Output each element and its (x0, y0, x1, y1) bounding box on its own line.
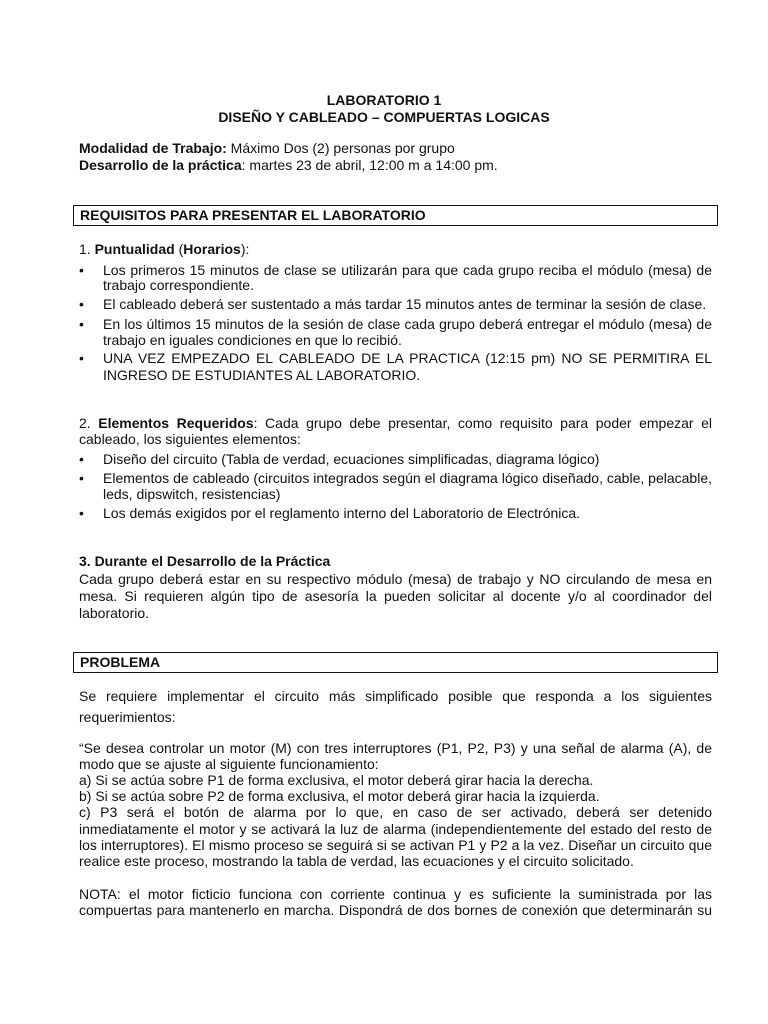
quote-line: realice este proceso, mostrando la tabla de verdad, las ecuaciones y el circuito solicitado. (79, 853, 634, 869)
bullet-text: Elementos de cableado (circuitos integrados según el diagrama lógico diseñado, cable, pelacable, (103, 470, 712, 486)
bullet-text: INGRESO DE ESTUDIANTES AL LABORATORIO. (103, 367, 421, 383)
bullet-text: En los últimos 15 minutos de la sesión de clase cada grupo deberá entregar el módulo (mesa) de (103, 316, 712, 332)
intro-line: Se requiere implementar el circuito más simplificado posible que responda a los siguientes (79, 688, 712, 704)
bullet-text: El cableado deberá ser sustentado a más tardar 15 minutos antes de terminar la sesión de clase. (103, 296, 707, 312)
elementos-num: 2. (79, 415, 99, 431)
bullet-text: trabajo correspondiente. (103, 277, 254, 293)
quote-line: c) P3 será el botón de alarma por lo que, en caso de ser activado, deberá ser detenido (79, 804, 712, 820)
durante-line: Cada grupo deberá estar en su respectivo módulo (mesa) de trabajo y NO circulando de mesa en (79, 571, 712, 587)
desarrollo-label: Desarrollo de la práctica (79, 157, 242, 173)
elementos-text: : Cada grupo debe presentar, como requisito para poder empezar el (253, 415, 713, 431)
quote-line: modo que se ajuste al siguiente funcionamiento: (79, 756, 379, 772)
bullet-text: leds, dipswitch, resistencias) (103, 486, 281, 502)
requisitos-heading: REQUISITOS PARA PRESENTAR EL LABORATORIO (73, 205, 718, 226)
bullet-dot: • (79, 296, 84, 312)
puntualidad-label: Puntualidad (94, 241, 175, 257)
elementos-line-1 (79, 415, 712, 431)
modalidad-value: Máximo Dos (2) personas por grupo (226, 140, 455, 156)
durante-heading: 3. Durante el Desarrollo de la Práctica (79, 553, 331, 569)
nota-line: compuertas para mantenerlo en marcha. Dispondrá de dos bornes de conexión que determinarán su (79, 902, 712, 918)
puntualidad-open: ( (174, 241, 184, 257)
bullet-text: Los primeros 15 minutos de clase se utilizarán para que cada grupo reciba el módulo (mesa) de (103, 262, 712, 278)
modalidad-line (79, 140, 712, 156)
elementos-line-2: cableado, los siguientes elementos: (79, 431, 301, 447)
bullet-dot: • (79, 262, 84, 278)
bullet-text: trabajo en iguales condiciones en que lo recibió. (103, 332, 402, 348)
quote-line: “Se desea controlar un motor (M) con tres interruptores (P1, P2, P3) y una señal de alarma (A), de (79, 740, 712, 756)
quote-line: a) Si se actúa sobre P1 de forma exclusiva, el motor deberá girar hacia la derecha. (79, 772, 594, 788)
problema-heading: PROBLEMA (73, 652, 718, 673)
bullet-dot: • (79, 350, 84, 366)
bullet-dot: • (79, 316, 84, 332)
durante-line: laboratorio. (79, 605, 150, 621)
bullet-dot: • (79, 451, 84, 467)
bullet-text: UNA VEZ EMPEZADO EL CABLEADO DE LA PRACTICA (12:15 pm) NO SE PERMITIRA EL (103, 350, 712, 366)
bullet-dot: • (79, 470, 84, 486)
horarios-label: Horarios (183, 241, 241, 257)
lab-subtitle: DISEÑO Y CABLEADO – COMPUERTAS LOGICAS (218, 109, 550, 125)
bullet-text: Los demás exigidos por el reglamento interno del Laboratorio de Electrónica. (103, 505, 581, 521)
puntualidad-close: ): (240, 241, 250, 257)
quote-line: los interruptores). El mismo proceso se seguirá si se activan P1 y P2 a la vez. Diseñar un circuito que (79, 837, 712, 853)
quote-line: b) Si se actúa sobre P2 de forma exclusiva, el motor deberá girar hacia la izquierda. (79, 788, 600, 804)
lab-title: LABORATORIO 1 (326, 92, 442, 108)
quote-line: inmediatamente el motor y se activará la luz de alarma (independientemente del estado del resto de (79, 821, 712, 837)
intro-line: requerimientos: (79, 709, 176, 725)
desarrollo-value: : martes 23 de abril, 12:00 m a 14:00 pm. (241, 157, 498, 173)
puntualidad-heading (79, 241, 712, 257)
puntualidad-num: 1. (79, 241, 95, 257)
bullet-dot: • (79, 505, 84, 521)
elementos-label: Elementos Requeridos (98, 415, 254, 431)
modalidad-label: Modalidad de Trabajo: (79, 140, 227, 156)
nota-line: NOTA: el motor ficticio funciona con corriente continua y es suficiente la suministrada por las (79, 886, 712, 902)
desarrollo-line (79, 157, 712, 173)
bullet-text: Diseño del circuito (Tabla de verdad, ecuaciones simplificadas, diagrama lógico) (103, 451, 600, 467)
durante-line: mesa. Si requieren algún tipo de asesoría la pueden solicitar al docente y/o al coordinador del (79, 588, 712, 604)
